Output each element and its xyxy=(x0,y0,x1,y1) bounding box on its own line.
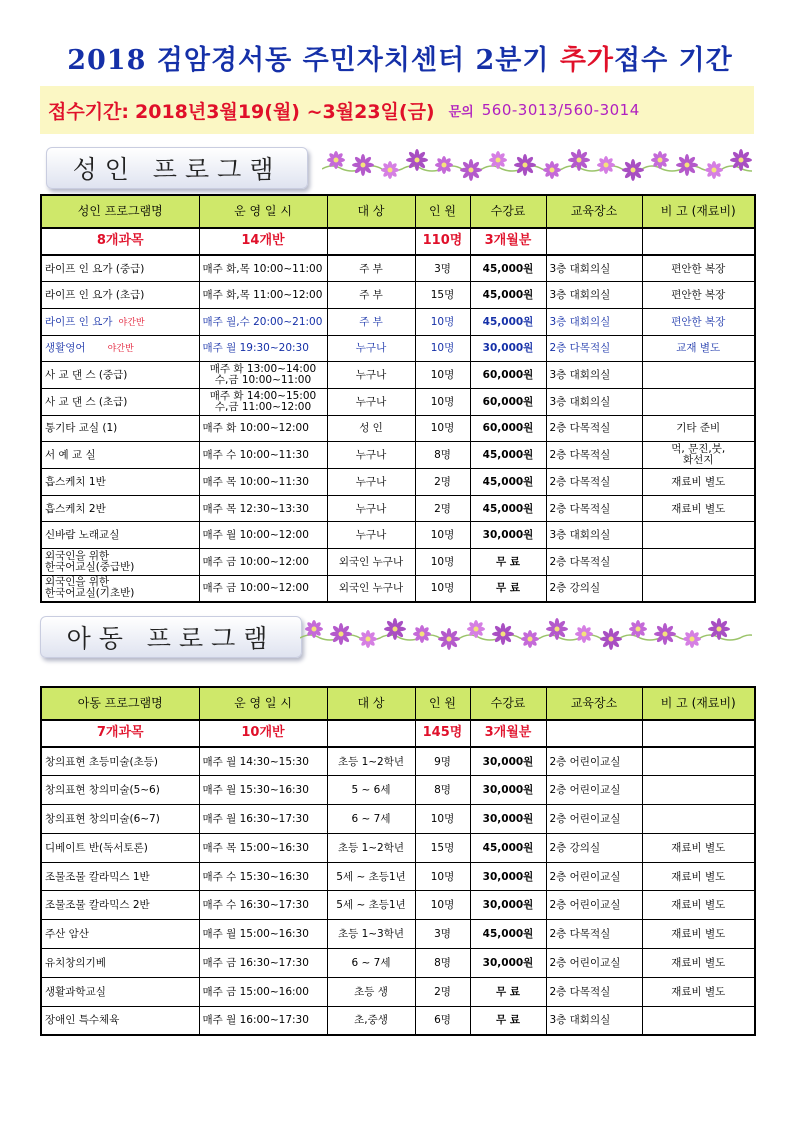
program-time: 매주 금 16:30~17:30 xyxy=(199,949,327,978)
program-note xyxy=(642,747,755,776)
program-fee: 무 료 xyxy=(470,977,546,1006)
program-count: 10명 xyxy=(415,308,470,335)
summary-cell xyxy=(642,720,755,747)
flower-icon xyxy=(359,630,377,648)
col-header-name: 성인 프로그램명 xyxy=(41,195,199,228)
program-count: 15명 xyxy=(415,833,470,862)
program-note: 재료비 별도 xyxy=(642,891,755,920)
program-count: 10명 xyxy=(415,415,470,442)
table-row xyxy=(41,977,755,1006)
program-target: 6 ~ 7세 xyxy=(327,805,415,834)
flower-icon xyxy=(467,620,485,638)
program-time: 매주 화,목 10:00~11:00 xyxy=(199,255,327,282)
program-target: 외국인 누구나 xyxy=(327,549,415,576)
program-time: 매주 월 16:30~17:30 xyxy=(199,805,327,834)
flower-icon xyxy=(654,623,676,645)
program-note: 편안한 복장 xyxy=(642,308,755,335)
program-place: 2층 다목적실 xyxy=(546,549,642,576)
table-row xyxy=(41,415,755,442)
program-target: 초,중생 xyxy=(327,1006,415,1035)
summary-cell xyxy=(642,228,755,255)
summary-subjects: 8개과목 xyxy=(41,228,199,255)
program-note xyxy=(642,522,755,549)
table-row xyxy=(41,891,755,920)
table-row xyxy=(41,282,755,309)
summary-row xyxy=(41,720,755,747)
program-count: 8명 xyxy=(415,776,470,805)
program-name: 사 교 댄 스 (중급) xyxy=(41,362,199,389)
flower-decoration xyxy=(322,143,752,187)
night-class-tag: 야간반 xyxy=(107,344,134,355)
flower-icon xyxy=(629,620,647,638)
flower-icon xyxy=(435,156,453,174)
program-time: 매주 월 19:30~20:30 xyxy=(199,335,327,362)
program-name: 흡스케치 2반 xyxy=(41,495,199,522)
program-name: 창의표현 초등미술(초등) xyxy=(41,747,199,776)
program-place: 2층 다목적실 xyxy=(546,977,642,1006)
program-fee: 45,000원 xyxy=(470,920,546,949)
program-fee: 30,000원 xyxy=(470,805,546,834)
flower-icon xyxy=(683,630,701,648)
col-header-fee: 수강료 xyxy=(470,195,546,228)
program-name: 조물조물 칼라믹스 1반 xyxy=(41,862,199,891)
program-place: 2층 어린이교실 xyxy=(546,891,642,920)
program-name: 라이프 인 요가 (중급) xyxy=(41,255,199,282)
program-fee: 45,000원 xyxy=(470,442,546,469)
program-place: 2층 다목적실 xyxy=(546,335,642,362)
flower-icon xyxy=(492,623,514,645)
table-header-row xyxy=(41,687,755,720)
program-name: 주산 암산 xyxy=(41,920,199,949)
program-name: 흡스케치 1반 xyxy=(41,469,199,496)
program-note xyxy=(642,805,755,834)
program-time: 매주 화 13:00~14:00 수,금 10:00~11:00 xyxy=(199,362,327,389)
table-header-row xyxy=(41,195,755,228)
adult-section-title: 성인 프로그램 xyxy=(46,147,308,189)
col-header-place: 교육장소 xyxy=(546,195,642,228)
program-place: 2층 어린이교실 xyxy=(546,747,642,776)
child-section-title: 아동 프로그램 xyxy=(40,616,302,658)
program-target: 5세 ~ 초등1년 xyxy=(327,891,415,920)
program-name: 창의표현 창의미술(6~7) xyxy=(41,805,199,834)
col-header-fee: 수강료 xyxy=(470,687,546,720)
program-time: 매주 월 15:00~16:30 xyxy=(199,920,327,949)
flower-icon xyxy=(708,618,730,640)
program-place: 2층 다목적실 xyxy=(546,920,642,949)
program-count: 2명 xyxy=(415,977,470,1006)
table-row xyxy=(41,308,755,335)
program-count: 15명 xyxy=(415,282,470,309)
program-fee: 45,000원 xyxy=(470,282,546,309)
program-place: 3층 대회의실 xyxy=(546,308,642,335)
program-note xyxy=(642,549,755,576)
program-place: 2층 다목적실 xyxy=(546,415,642,442)
program-time: 매주 화,목 11:00~12:00 xyxy=(199,282,327,309)
program-place: 2층 다목적실 xyxy=(546,495,642,522)
program-target: 누구나 xyxy=(327,362,415,389)
program-target: 누구나 xyxy=(327,335,415,362)
table-row xyxy=(41,805,755,834)
registration-period-box xyxy=(40,86,754,134)
program-note: 편안한 복장 xyxy=(642,255,755,282)
program-place: 2층 어린이교실 xyxy=(546,949,642,978)
summary-classes: 14개반 xyxy=(199,228,327,255)
program-fee: 45,000원 xyxy=(470,308,546,335)
program-target: 5 ~ 6세 xyxy=(327,776,415,805)
summary-people: 110명 xyxy=(415,228,470,255)
program-note: 교재 별도 xyxy=(642,335,755,362)
program-time: 매주 월 16:00~17:30 xyxy=(199,1006,327,1035)
col-header-name: 아동 프로그램명 xyxy=(41,687,199,720)
program-target: 누구나 xyxy=(327,469,415,496)
program-target: 6 ~ 7세 xyxy=(327,949,415,978)
col-header-target: 대 상 xyxy=(327,195,415,228)
program-place: 3층 대회의실 xyxy=(546,282,642,309)
flower-icon xyxy=(384,618,406,640)
program-target: 초등 생 xyxy=(327,977,415,1006)
summary-classes: 10개반 xyxy=(199,720,327,747)
program-note: 먹, 문진,붓, 화선지 xyxy=(642,442,755,469)
program-target: 5세 ~ 초등1년 xyxy=(327,862,415,891)
flower-icon xyxy=(676,154,698,176)
program-fee: 무 료 xyxy=(470,549,546,576)
table-row xyxy=(41,949,755,978)
flower-icon xyxy=(330,623,352,645)
program-note: 기타 준비 xyxy=(642,415,755,442)
summary-cell xyxy=(327,720,415,747)
summary-period: 3개월분 xyxy=(470,720,546,747)
program-fee: 45,000원 xyxy=(470,833,546,862)
program-target: 주 부 xyxy=(327,255,415,282)
table-row xyxy=(41,362,755,389)
program-count: 10명 xyxy=(415,862,470,891)
program-fee: 무 료 xyxy=(470,1006,546,1035)
table-row xyxy=(41,469,755,496)
col-header-note: 비 고 (재료비) xyxy=(642,687,755,720)
program-fee: 30,000원 xyxy=(470,891,546,920)
program-time: 매주 화 14:00~15:00 수,금 11:00~12:00 xyxy=(199,388,327,415)
flower-icon xyxy=(305,620,323,638)
program-fee: 60,000원 xyxy=(470,415,546,442)
program-fee: 30,000원 xyxy=(470,747,546,776)
program-count: 10명 xyxy=(415,388,470,415)
table-row xyxy=(41,1006,755,1035)
table-row xyxy=(41,442,755,469)
flower-icon xyxy=(460,159,482,181)
program-fee: 60,000원 xyxy=(470,362,546,389)
program-time: 매주 월 15:30~16:30 xyxy=(199,776,327,805)
program-time: 매주 금 10:00~12:00 xyxy=(199,549,327,576)
flower-icon xyxy=(651,151,669,169)
flower-icon xyxy=(597,156,615,174)
program-note xyxy=(642,575,755,602)
table-row xyxy=(41,335,755,362)
summary-people: 145명 xyxy=(415,720,470,747)
flower-icon xyxy=(600,628,622,650)
program-note xyxy=(642,388,755,415)
table-row xyxy=(41,549,755,576)
program-note: 재료비 별도 xyxy=(642,833,755,862)
program-count: 9명 xyxy=(415,747,470,776)
program-fee: 무 료 xyxy=(470,575,546,602)
program-count: 8명 xyxy=(415,442,470,469)
program-note: 재료비 별도 xyxy=(642,977,755,1006)
table-row xyxy=(41,495,755,522)
program-time: 매주 화 10:00~12:00 xyxy=(199,415,327,442)
program-time: 매주 수 15:30~16:30 xyxy=(199,862,327,891)
program-name: 신바람 노래교실 xyxy=(41,522,199,549)
program-place: 2층 강의실 xyxy=(546,575,642,602)
program-name: 디베이트 반(독서토론) xyxy=(41,833,199,862)
program-place: 2층 어린이교실 xyxy=(546,776,642,805)
program-time: 매주 금 15:00~16:00 xyxy=(199,977,327,1006)
program-name: 유치창의기베 xyxy=(41,949,199,978)
flower-icon xyxy=(543,161,561,179)
adult-program-table xyxy=(40,194,756,603)
col-header-time: 운 영 일 시 xyxy=(199,195,327,228)
table-row xyxy=(41,255,755,282)
program-fee: 45,000원 xyxy=(470,495,546,522)
program-count: 8명 xyxy=(415,949,470,978)
program-time: 매주 월 14:30~15:30 xyxy=(199,747,327,776)
program-target: 누구나 xyxy=(327,388,415,415)
period-value: 2018년3월19(월) ~3월23일(금) xyxy=(135,100,435,123)
page-title: 2018 검암경서동 주민자치센터 2분기 추가접수 기간 xyxy=(67,45,733,76)
program-note: 재료비 별도 xyxy=(642,862,755,891)
table-row xyxy=(41,833,755,862)
program-fee: 45,000원 xyxy=(470,469,546,496)
program-count: 10명 xyxy=(415,891,470,920)
flower-decoration xyxy=(300,612,752,656)
program-place: 2층 어린이교실 xyxy=(546,805,642,834)
summary-cell xyxy=(546,228,642,255)
table-row xyxy=(41,575,755,602)
program-place: 3층 대회의실 xyxy=(546,388,642,415)
flower-icon xyxy=(327,151,345,169)
program-name: 생활과학교실 xyxy=(41,977,199,1006)
program-count: 10명 xyxy=(415,362,470,389)
flower-icon xyxy=(413,625,431,643)
child-program-table xyxy=(40,686,756,1036)
inquiry-label: 문의 xyxy=(448,104,474,120)
col-header-count: 인 원 xyxy=(415,687,470,720)
program-note: 재료비 별도 xyxy=(642,495,755,522)
flower-icon xyxy=(352,154,374,176)
program-target: 성 인 xyxy=(327,415,415,442)
summary-row xyxy=(41,228,755,255)
program-place: 2층 다목적실 xyxy=(546,469,642,496)
program-note: 편안한 복장 xyxy=(642,282,755,309)
flower-icon xyxy=(514,154,536,176)
program-name: 서 예 교 실 xyxy=(41,442,199,469)
col-header-place: 교육장소 xyxy=(546,687,642,720)
program-target: 누구나 xyxy=(327,495,415,522)
program-name: 조물조물 칼라믹스 2반 xyxy=(41,891,199,920)
program-time: 매주 금 10:00~12:00 xyxy=(199,575,327,602)
program-place: 3층 대회의실 xyxy=(546,1006,642,1035)
flower-icon xyxy=(438,628,460,650)
flower-icon xyxy=(521,630,539,648)
col-header-time: 운 영 일 시 xyxy=(199,687,327,720)
program-place: 2층 강의실 xyxy=(546,833,642,862)
program-place: 3층 대회의실 xyxy=(546,255,642,282)
program-count: 2명 xyxy=(415,495,470,522)
program-count: 2명 xyxy=(415,469,470,496)
flower-icon xyxy=(622,159,644,181)
program-count: 10명 xyxy=(415,549,470,576)
program-time: 매주 수 16:30~17:30 xyxy=(199,891,327,920)
program-fee: 30,000원 xyxy=(470,862,546,891)
program-fee: 45,000원 xyxy=(470,255,546,282)
program-count: 10명 xyxy=(415,522,470,549)
table-row xyxy=(41,747,755,776)
summary-cell xyxy=(546,720,642,747)
program-fee: 30,000원 xyxy=(470,949,546,978)
program-note xyxy=(642,362,755,389)
period-label: 접수기간: xyxy=(48,100,130,123)
program-note: 재료비 별도 xyxy=(642,469,755,496)
flower-icon xyxy=(730,149,752,171)
night-class-tag: 야간반 xyxy=(118,317,145,328)
program-count: 10명 xyxy=(415,805,470,834)
program-place: 3층 대회의실 xyxy=(546,362,642,389)
program-note xyxy=(642,1006,755,1035)
summary-subjects: 7개과목 xyxy=(41,720,199,747)
program-time: 매주 월 10:00~12:00 xyxy=(199,522,327,549)
program-name: 장애인 특수체육 xyxy=(41,1006,199,1035)
col-header-target: 대 상 xyxy=(327,687,415,720)
program-name: 라이프 인 요가 야간반 xyxy=(41,308,199,335)
program-time: 매주 월,수 20:00~21:00 xyxy=(199,308,327,335)
program-fee: 60,000원 xyxy=(470,388,546,415)
program-target: 누구나 xyxy=(327,442,415,469)
program-fee: 30,000원 xyxy=(470,522,546,549)
table-row xyxy=(41,388,755,415)
inquiry-phone: 560-3013/560-3014 xyxy=(481,101,640,119)
flower-icon xyxy=(568,149,590,171)
table-row xyxy=(41,862,755,891)
program-target: 주 부 xyxy=(327,308,415,335)
flower-icon xyxy=(381,161,399,179)
program-target: 외국인 누구나 xyxy=(327,575,415,602)
program-time: 매주 목 15:00~16:30 xyxy=(199,833,327,862)
program-name: 생활영어 야간반 xyxy=(41,335,199,362)
program-target: 주 부 xyxy=(327,282,415,309)
program-time: 매주 목 12:30~13:30 xyxy=(199,495,327,522)
program-note xyxy=(642,776,755,805)
program-fee: 30,000원 xyxy=(470,335,546,362)
table-row xyxy=(41,522,755,549)
flower-icon xyxy=(705,161,723,179)
program-target: 초등 1~2학년 xyxy=(327,833,415,862)
summary-cell xyxy=(327,228,415,255)
program-target: 누구나 xyxy=(327,522,415,549)
table-row xyxy=(41,776,755,805)
program-place: 2층 어린이교실 xyxy=(546,862,642,891)
table-row xyxy=(41,920,755,949)
program-note: 재료비 별도 xyxy=(642,920,755,949)
program-target: 초등 1~3학년 xyxy=(327,920,415,949)
program-target: 초등 1~2학년 xyxy=(327,747,415,776)
col-header-count: 인 원 xyxy=(415,195,470,228)
flower-icon xyxy=(406,149,428,171)
program-note: 재료비 별도 xyxy=(642,949,755,978)
program-name: 외국인을 위한 한국어교실(기초반) xyxy=(41,575,199,602)
program-name: 외국인을 위한 한국어교실(중급반) xyxy=(41,549,199,576)
summary-period: 3개월분 xyxy=(470,228,546,255)
program-place: 3층 대회의실 xyxy=(546,522,642,549)
program-time: 매주 목 10:00~11:30 xyxy=(199,469,327,496)
program-count: 3명 xyxy=(415,920,470,949)
program-name: 사 교 댄 스 (초급) xyxy=(41,388,199,415)
program-count: 10명 xyxy=(415,335,470,362)
program-count: 6명 xyxy=(415,1006,470,1035)
program-name: 라이프 인 요가 (초급) xyxy=(41,282,199,309)
program-count: 10명 xyxy=(415,575,470,602)
program-name: 통기타 교실 (1) xyxy=(41,415,199,442)
program-name: 창의표현 창의미술(5~6) xyxy=(41,776,199,805)
col-header-note: 비 고 (재료비) xyxy=(642,195,755,228)
flower-icon xyxy=(546,618,568,640)
program-place: 2층 다목적실 xyxy=(546,442,642,469)
program-count: 3명 xyxy=(415,255,470,282)
flower-icon xyxy=(575,625,593,643)
flower-icon xyxy=(489,151,507,169)
program-time: 매주 수 10:00~11:30 xyxy=(199,442,327,469)
program-fee: 30,000원 xyxy=(470,776,546,805)
